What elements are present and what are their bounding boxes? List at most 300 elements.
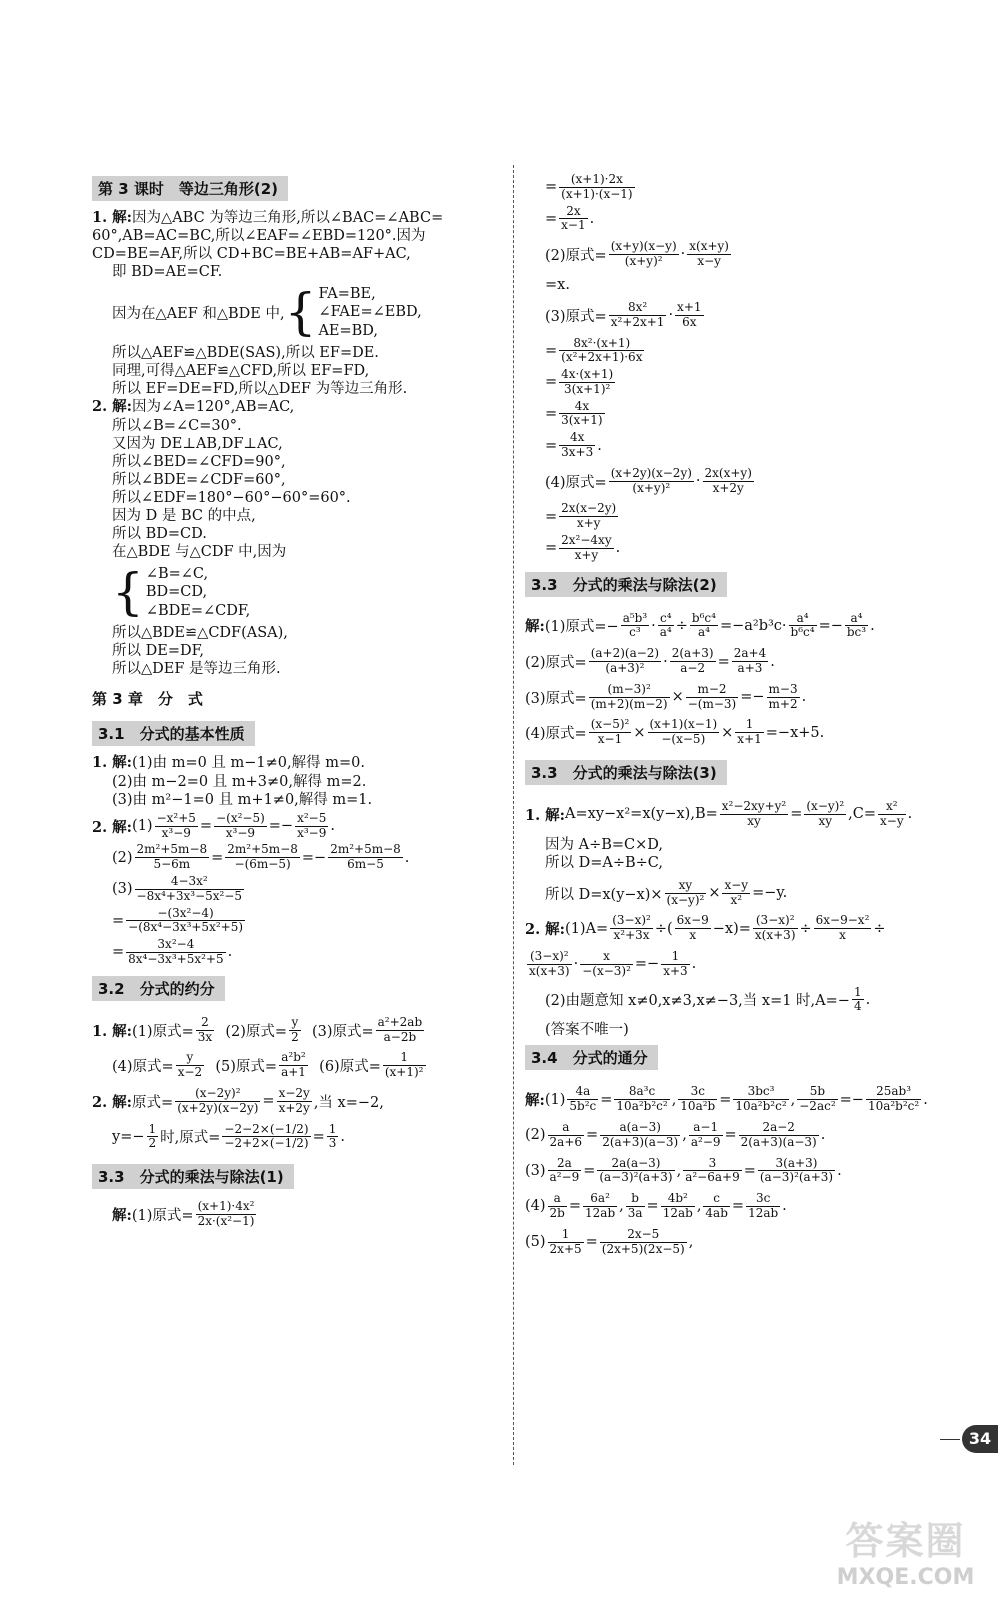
math-text: =−y. (752, 885, 788, 902)
math-text: 3a (627, 1205, 643, 1220)
math-text: x+y (576, 516, 601, 531)
math-text: × (671, 689, 684, 706)
math-text: (x+1)·2x (559, 173, 634, 188)
text-line (92, 754, 507, 772)
math-text: (x−y)² (806, 799, 845, 814)
text-line (92, 209, 507, 227)
math-text: (m+2)(m−2) (590, 696, 668, 711)
math-text: 1 (735, 718, 763, 733)
math-text: y (176, 1051, 204, 1066)
math-text: BD=CD, (145, 584, 208, 601)
text-line (525, 1192, 950, 1221)
math-text: , (676, 1162, 682, 1179)
math-text: (5) (525, 1234, 546, 1251)
fraction (610, 914, 653, 943)
math-text: (2) (112, 849, 133, 866)
text-line: = $\frac{4x}{3x+3}$ . (545, 430, 602, 460)
fraction (648, 718, 720, 747)
fraction (559, 534, 613, 563)
math-text: 2b (549, 1205, 565, 1220)
fraction (225, 843, 300, 872)
math-text: =− (301, 849, 327, 866)
fraction (600, 1228, 687, 1257)
math-text: 1 (853, 984, 862, 999)
text-line (525, 1228, 950, 1257)
math-text: (x+1)² (384, 1065, 424, 1080)
math-text: x+1 (677, 299, 702, 314)
math-text: xy (747, 813, 761, 828)
text-line (92, 1051, 507, 1080)
fraction (548, 1121, 584, 1150)
math-text: 8x² (609, 301, 667, 316)
watermark-logo (823, 1510, 988, 1590)
math-text: ∠B=∠C, (145, 565, 209, 582)
math-text: a⁴ (659, 625, 672, 640)
math-text: · (695, 473, 701, 490)
math-text: (a+3)² (605, 661, 645, 676)
math-text: x² (878, 800, 906, 815)
math-text: 8x²·(x+1) (559, 337, 644, 352)
math-text: m−2 (686, 683, 739, 698)
math-text: (1)原式=− (544, 619, 619, 636)
text-line (525, 986, 950, 1015)
fraction (609, 240, 679, 269)
math-text: 1. 解: (92, 209, 133, 226)
math-text: · (573, 956, 579, 973)
math-text: , (619, 1198, 624, 1215)
math-text: 2a+4 (733, 646, 767, 661)
math-text: (a−3)²(a+3) (759, 1170, 834, 1185)
fraction (690, 612, 718, 641)
math-text: 所以 D=x(y−x)× (545, 886, 663, 903)
math-text: 3x²−4 (126, 938, 225, 953)
math-text: 6x−9 (676, 913, 709, 928)
math-text: 4x·(x+1) (561, 367, 614, 382)
math-text: a (548, 1121, 584, 1136)
math-text: 6m−5 (347, 857, 384, 872)
math-text: 1 (383, 1051, 426, 1066)
math-text: 1. 解: (525, 806, 566, 824)
math-text: (x−y)² (666, 892, 705, 907)
fraction (196, 1016, 214, 1045)
math-text: =−a²b³c· (719, 617, 787, 634)
math-text: a²−6a+9 (685, 1170, 740, 1185)
fraction (559, 400, 604, 429)
math-text: 2x·(x²−1) (197, 1213, 255, 1228)
section-title: 3.1 分式的基本性质 (92, 721, 255, 746)
fraction (559, 431, 595, 460)
math-text: =− (634, 956, 660, 973)
math-text: (1)由 m=0 且 m−1≠0,解得 m=0. (132, 755, 365, 772)
fraction (214, 812, 267, 841)
math-text: −(8x⁴−3x³+5x²+5) (128, 920, 244, 935)
text-line (525, 914, 950, 943)
math-text: 5−6m (153, 857, 191, 872)
fraction (733, 1085, 788, 1114)
fraction (626, 1192, 645, 1221)
math-text: (2)由题意知 x≠0,x≠3,x≠−3,当 x=1 时,A=− (545, 993, 850, 1010)
math-text: × (708, 885, 721, 902)
section-title: 3.4 分式的通分 (525, 1045, 658, 1070)
math-text: a²b² (279, 1051, 308, 1066)
text-line (525, 205, 950, 234)
math-text: 8a³c (614, 1085, 669, 1100)
math-text: x³−9 (297, 825, 327, 840)
math-text: = (731, 1198, 745, 1215)
math-text: 2 (196, 1016, 214, 1031)
math-text: (1) (132, 818, 153, 835)
math-text: 2. 解: (525, 921, 566, 939)
math-text: x (839, 928, 846, 943)
math-text: −2ac² (799, 1099, 836, 1114)
math-text: (a+2)(a−2) (590, 646, 660, 661)
math-text: 同理,可得△AEF≌△CFD,所以 EF=FD, (112, 363, 370, 380)
fraction (814, 914, 872, 943)
math-text: m−3 (768, 681, 798, 696)
math-text: x²−5 (297, 810, 327, 825)
math-text: 1 (148, 1121, 157, 1136)
fraction (703, 1192, 729, 1221)
math-text: 6x (682, 314, 697, 329)
math-text: 所以△AEF≌△BDE(SAS),所以 EF=DE. (112, 345, 379, 362)
right-column (525, 170, 950, 1263)
text-line (92, 843, 507, 872)
math-text: (x²+2x+1)·6x (561, 350, 643, 365)
math-text: =− (839, 1091, 864, 1108)
math-text: (1)原式= (132, 1023, 194, 1040)
math-text: 所以△DEF 是等边三角形. (112, 661, 281, 678)
math-text: (2x+5)(2x−5) (601, 1241, 685, 1256)
fraction (589, 718, 632, 747)
math-text: 时,原式= (160, 1130, 221, 1147)
text-line (92, 938, 507, 967)
math-text: FA=BE, (318, 285, 376, 302)
math-text: 即 BD=AE=CF. (112, 264, 223, 281)
math-text: . (820, 1127, 826, 1144)
fraction (135, 843, 210, 872)
math-text: (答案不唯一) (545, 1022, 629, 1039)
math-text: −(6m−5) (234, 857, 291, 872)
math-text: = (724, 1127, 737, 1144)
math-text: 2a(a−3) (597, 1157, 674, 1172)
math-text: 2x (559, 205, 587, 220)
math-text: (x+y)(x−y) (610, 239, 677, 254)
math-text: x−2y (278, 1085, 310, 1100)
fraction (289, 1016, 301, 1045)
text-line (525, 718, 950, 747)
math-text: (2)由 m−2=0 且 m+3≠0,解得 m=2. (112, 773, 367, 790)
math-text: 4a (567, 1085, 598, 1100)
math-text: = (600, 1091, 613, 1108)
math-text: 所以 D=A÷B÷C, (545, 854, 663, 871)
text-line (525, 647, 950, 676)
math-text: b (626, 1192, 645, 1207)
math-text: . (865, 991, 871, 1008)
section-title: 3.3 分式的乘法与除法(1) (92, 1164, 294, 1189)
math-text: ,当 x=−2, (313, 1094, 384, 1111)
math-text: x−2 (177, 1065, 203, 1080)
math-text: x+1 (737, 732, 762, 747)
math-text: , (671, 1091, 677, 1108)
math-text: (3−x)² (753, 914, 798, 929)
math-text: = (719, 1091, 732, 1108)
text-line (525, 683, 950, 712)
fraction (567, 1085, 598, 1114)
math-text: 又因为 DE⊥AB,DF⊥AC, (112, 435, 283, 452)
math-text: 8x⁴−3x³+5x²+5 (128, 951, 224, 966)
math-text: −(m−3) (687, 696, 737, 711)
fraction (376, 1016, 425, 1045)
fraction (614, 1085, 669, 1114)
math-text: 12ab (585, 1205, 616, 1220)
text-line (525, 467, 950, 496)
math-text: −2−2×(−1/2) (224, 1121, 309, 1136)
fraction (797, 1085, 837, 1114)
math-text: x(x+y) (689, 239, 729, 254)
math-text: x²+3x (613, 928, 650, 943)
math-text: x+y (574, 547, 599, 562)
math-text: , (682, 1127, 687, 1144)
math-text: 5b (797, 1085, 837, 1100)
math-text: 解: (525, 618, 545, 636)
fraction (295, 812, 328, 841)
math-text: x³−9 (225, 825, 256, 840)
math-text: 解: (112, 1206, 132, 1224)
fraction (175, 1087, 260, 1116)
math-text: 1 (661, 950, 689, 965)
fraction (675, 914, 711, 943)
math-text: 答案圈 (845, 1519, 966, 1563)
fraction (383, 1051, 426, 1080)
math-text: . (907, 806, 913, 823)
math-text: y (289, 1016, 301, 1031)
math-text: xy (665, 879, 707, 894)
math-text: 所以∠B=∠C=30°. (112, 417, 242, 434)
math-text: c³ (629, 625, 641, 640)
text-line: = $\frac{4x\cdot(x+1)}{\text{3(x+1)²}}$ (545, 367, 614, 396)
math-text: 所以 EF=DE=FD,所以△DEF 为等边三角形. (112, 381, 408, 398)
math-text: . (691, 956, 697, 973)
math-text: −8x⁴+3x³−5x²−5 (136, 888, 243, 903)
text-line: = $\frac{\text{2x²−4xy}}{x+y}$ . (545, 533, 621, 562)
text-line (525, 1157, 950, 1186)
math-text: 3(x+1)² (564, 381, 611, 396)
math-text: (1)A= (565, 920, 609, 937)
math-text: c⁴ (658, 612, 674, 627)
math-text: (x+y)² (624, 253, 663, 268)
math-text: 3c (746, 1192, 780, 1207)
math-text: 2a (548, 1157, 582, 1172)
math-text: = (646, 1198, 659, 1215)
math-text: a⁵b³ (622, 610, 648, 625)
math-text: a²+2ab (377, 1014, 423, 1029)
math-text: 2x+5 (549, 1241, 582, 1256)
math-text: x²−2xy+y² (721, 799, 787, 814)
math-text: 10a²b²c² (735, 1099, 787, 1114)
math-text: 10a²b (680, 1099, 716, 1114)
text-line (525, 173, 950, 202)
math-text: x+2y (278, 1100, 310, 1115)
fraction (222, 1123, 310, 1152)
fraction (661, 950, 689, 979)
math-text: , (688, 1234, 694, 1251)
math-text: (3−x)² (527, 950, 572, 965)
text-line (525, 1085, 950, 1114)
math-text: x³−9 (161, 825, 191, 840)
math-text: , (790, 1091, 796, 1108)
math-text: −(x²−5) (216, 810, 265, 825)
math-text: = (545, 179, 558, 196)
math-text: = (211, 849, 224, 866)
math-text: = (583, 1162, 596, 1179)
math-text: 3 (683, 1157, 742, 1172)
math-text: 10a²b²c² (616, 1099, 668, 1114)
math-text: −2+2×(−1/2) (224, 1136, 309, 1151)
fraction (328, 843, 403, 872)
math-text: 1. 解: (92, 1022, 133, 1040)
math-text: a−2 (680, 661, 706, 676)
math-text: x+2y (712, 480, 744, 495)
math-text: a(a−3) (600, 1121, 680, 1136)
fraction (196, 1200, 257, 1229)
fraction (583, 1192, 617, 1221)
math-text: (x+1)·4x² (197, 1199, 255, 1214)
math-text: (m−3)² (589, 683, 670, 698)
text-line (525, 800, 950, 829)
math-text: . (330, 818, 335, 835)
text-line (92, 907, 507, 936)
math-text: m+2 (768, 696, 798, 711)
math-text: ÷ (873, 920, 886, 937)
fraction (753, 914, 798, 943)
fraction (720, 800, 788, 829)
text-line (92, 875, 507, 904)
math-text: a−2b (383, 1029, 417, 1044)
math-text: . (770, 653, 775, 670)
text-line (525, 950, 950, 979)
math-text: (4)原式= (525, 726, 587, 743)
math-text: a⁴ (697, 625, 710, 640)
math-text: a−1 (689, 1121, 723, 1136)
math-text: 3(x+1) (561, 413, 603, 428)
math-text: 2(a+3) (671, 646, 714, 661)
math-text: (3) (112, 881, 133, 898)
math-text: 60°,AB=AC=BC,所以∠EAF=∠EBD=120°.因为 (92, 228, 426, 245)
math-text: · (663, 653, 668, 670)
fraction (589, 647, 661, 676)
math-text: . (227, 944, 233, 961)
math-text: (x+2y)(x−2y) (177, 1100, 259, 1115)
text-line (525, 1121, 950, 1150)
fraction (804, 800, 846, 829)
text-line: = $\frac{2x(x-2y)}{x+y}$ (545, 501, 617, 531)
fraction (126, 938, 225, 967)
math-text: 因为 A÷B=C×D, (545, 836, 663, 853)
math-text: =x. (545, 276, 570, 293)
math-text: 因为△ABC 为等边三角形,所以∠BAC=∠ABC= (132, 210, 444, 226)
text-line (92, 1200, 507, 1229)
math-text: −x²+5 (156, 810, 196, 825)
math-text: (2)原式= (525, 655, 587, 672)
math-text: =−x+5. (765, 724, 825, 741)
math-text: (3)原式= (545, 308, 607, 325)
text-line (92, 1016, 507, 1045)
math-text: ∠FAE=∠EBD, (318, 304, 422, 321)
math-text: 5b²c (569, 1099, 597, 1114)
math-text: 12ab (662, 1205, 693, 1220)
fraction (548, 1228, 584, 1257)
fraction (732, 647, 768, 676)
fraction (658, 612, 674, 641)
fraction (147, 1123, 159, 1152)
math-text: 2. 解: (92, 818, 133, 836)
section-title: 3.2 分式的约分 (92, 976, 225, 1001)
math-text: x(x+3) (754, 928, 796, 943)
fraction (559, 173, 634, 202)
math-text: x−1 (597, 732, 623, 747)
fraction (597, 1157, 674, 1186)
text-line: = $\frac{4x}{3(x+1)}$ (545, 398, 603, 428)
math-text: (5)原式= (215, 1059, 278, 1076)
math-text: 在△BDE 与△CDF 中,因为 (112, 544, 287, 561)
math-text: 2(a+3)(a−3) (602, 1134, 679, 1149)
math-text: . (782, 1198, 787, 1215)
math-text: a²−9 (690, 1134, 721, 1149)
text-line (525, 612, 950, 641)
math-text: (4)原式= (112, 1059, 174, 1076)
math-text: , (696, 1198, 702, 1215)
math-text: 2. 解: (92, 1093, 133, 1111)
chapter-title: 第 3 章 分 式 (92, 690, 203, 709)
math-text: 2. 解: (92, 398, 133, 416)
math-text: =− (740, 689, 765, 706)
fraction (789, 612, 817, 641)
math-text: 4−3x² (135, 875, 245, 890)
math-text: x (689, 928, 697, 943)
math-text: × (633, 724, 646, 741)
section-title: 3.3 分式的乘法与除法(2) (525, 572, 727, 597)
math-text: = (112, 944, 125, 961)
math-text: × (721, 724, 734, 741)
math-text: ∠BDE=∠CDF, (145, 603, 251, 620)
math-text: 2x(x−2y) (561, 501, 617, 516)
math-text: 3bc³ (733, 1085, 788, 1100)
math-text: . (404, 849, 410, 866)
fraction (135, 875, 245, 904)
math-text: 25ab³ (866, 1085, 921, 1100)
math-text: (x+2y)(x−2y) (610, 465, 692, 480)
math-text: · (668, 307, 674, 324)
fraction (559, 205, 587, 234)
math-text: 4x (559, 431, 595, 446)
fraction (670, 647, 716, 676)
math-text: 2 (148, 1136, 157, 1151)
math-text: . (837, 1162, 842, 1179)
math-text: 3x (197, 1029, 213, 1044)
section-title: 第 3 课时 等边三角形(2) (92, 176, 288, 201)
left-column (92, 170, 507, 1232)
math-text: 因为在△AEF 和△BDE 中, (112, 306, 285, 323)
math-text: . (923, 1091, 928, 1108)
fraction (758, 1157, 835, 1186)
fraction (735, 718, 763, 747)
math-text: (3) (525, 1162, 546, 1179)
math-text: 解: (525, 1092, 545, 1110)
math-text: x−y (724, 877, 749, 892)
fraction (277, 1087, 312, 1116)
math-text: 所以∠EDF=180°−60°−60°=60°. (112, 490, 351, 507)
math-text: = (717, 653, 730, 670)
